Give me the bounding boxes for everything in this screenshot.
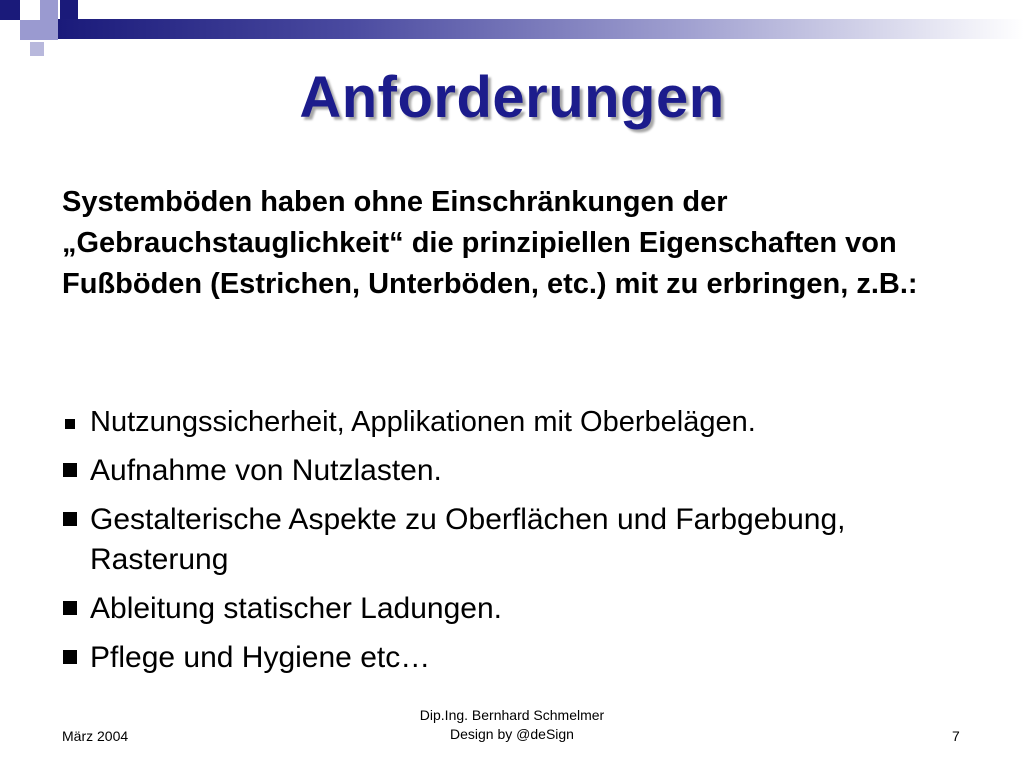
footer-design: Design by @deSign: [450, 726, 574, 742]
deco-square: [30, 42, 44, 56]
decorative-header: [0, 0, 1024, 60]
deco-square: [60, 0, 78, 20]
list-item-text: Gestalterische Aspekte zu Oberflächen und Farbgebung, Rasterung: [90, 503, 846, 576]
list-item-text: Pflege und Hygiene etc…: [90, 641, 431, 674]
page-number: 7: [952, 728, 960, 744]
list-item: [62, 402, 992, 442]
list-item: [62, 638, 992, 678]
footer-author: Dip.Ing. Bernhard Schmelmer: [419, 707, 605, 723]
bullet-square-icon: [63, 650, 77, 664]
list-item-text: Aufnahme von Nutzlasten.: [90, 454, 442, 487]
bullet-square-icon: [65, 419, 75, 429]
footer-credits: [0, 706, 1024, 744]
deco-square: [20, 20, 40, 40]
bullet-square-icon: [63, 601, 77, 615]
footer-date: März 2004: [62, 728, 129, 744]
header-gradient-bar: [58, 19, 1024, 39]
intro-text: Systemböden haben ohne Einschränkungen der „Gebrauchstauglichkeit“ die prinzipiellen Eigenschaften von Fußböden (Estrichen, Unterböden, etc.) mit zu erbringen, z.B.:: [62, 186, 918, 300]
list-item: [62, 500, 992, 580]
list-item-text: Nutzungssicherheit, Applikationen mit Oberbelägen.: [90, 406, 756, 438]
bullet-list: [62, 402, 992, 687]
list-item: [62, 589, 992, 629]
deco-square: [0, 0, 20, 20]
bullet-square-icon: [63, 512, 77, 526]
deco-square: [40, 20, 58, 40]
deco-square: [40, 0, 58, 20]
bullet-square-icon: [63, 463, 77, 477]
page-title: Anforderungen: [299, 65, 725, 130]
list-item-text: Ableitung statischer Ladungen.: [90, 592, 502, 625]
list-item: [62, 451, 992, 491]
